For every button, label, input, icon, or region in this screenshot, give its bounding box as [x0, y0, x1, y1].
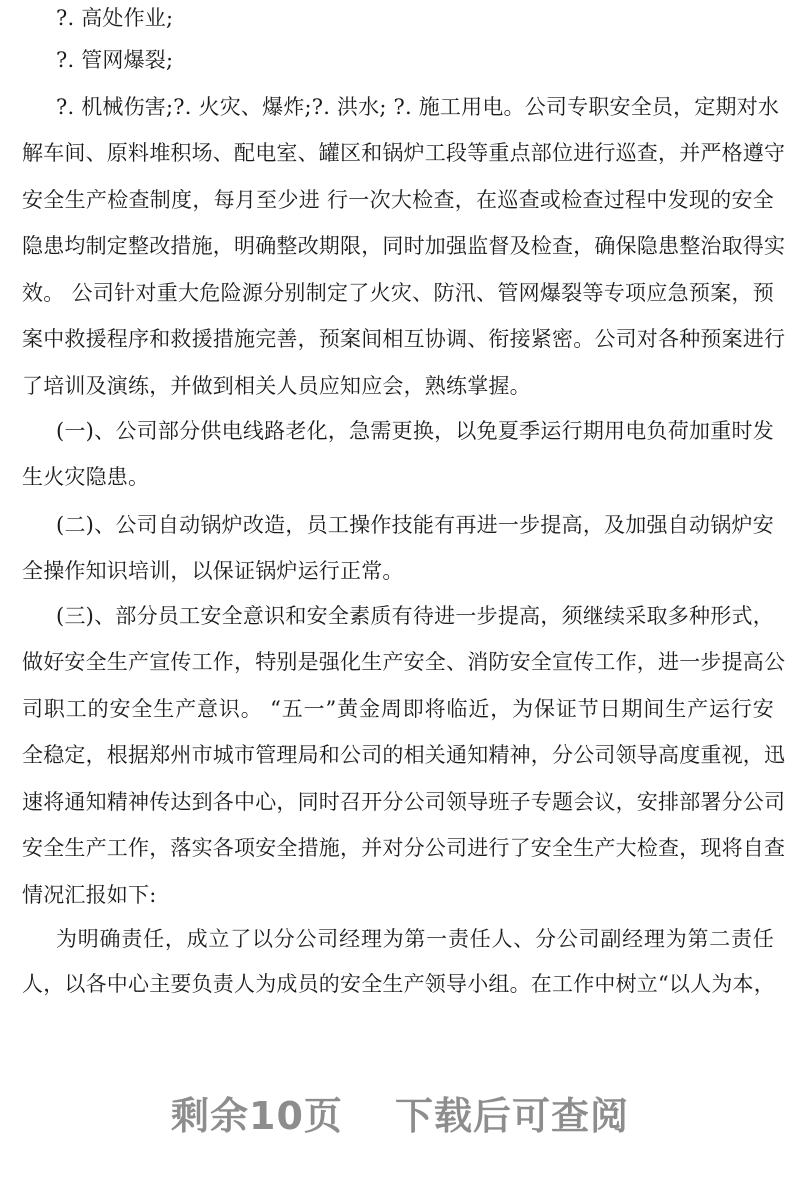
text-line: 为明确责任，成立了以分公司经理为第一责任人、分公司副经理为第二责任 [56, 927, 774, 951]
text-line: 司职工的安全生产意识。 “五一”黄金周即将临近，为保证节日期间生产运行安 [22, 697, 774, 721]
text-line: 全稳定，根据郑州市城市管理局和公司的相关通知精神，分公司领导高度重视，迅 [22, 743, 786, 767]
text-line: 全操作知识培训，以保证锅炉运行正常。 [22, 559, 404, 583]
remaining-pages-label: 剩余10页 [171, 1094, 343, 1138]
text-line: 了培训及演练，并做到相关人员应知应会，熟练掌握。 [22, 374, 531, 398]
text-line: (二)、公司自动锅炉改造，员工操作技能有再进一步提高，及加强自动锅炉安 [56, 513, 774, 537]
download-to-view-label: 下载后可查阅 [394, 1094, 629, 1138]
text-line: 案中救援程序和救援措施完善，预案间相互协调、衔接紧密。公司对各种预案进行 [22, 327, 786, 351]
text-line: 速将通知精神传达到各中心，同时召开分公司领导班子专题会议，安排部署分公司 [22, 790, 786, 814]
text-line: (三)、部分员工安全意识和安全素质有待进一步提高，须继续采取多种形式， [56, 604, 774, 628]
text-line: 解车间、原料堆积场、配电室、罐区和锅炉工段等重点部位进行巡查，并严格遵守 [22, 141, 786, 165]
text-line: 情况汇报如下: [22, 883, 157, 907]
text-line: ?. 机械伤害;?. 火灾、爆炸;?. 洪水; ?. 施工用电。公司专职安全员，定期对水 [56, 95, 780, 119]
text-line: ?. 管网爆裂; [56, 48, 174, 72]
text-line: 人，以各中心主要负责人为成员的安全生产领导小组。在工作中树立“以人为本， [22, 972, 775, 996]
download-prompt-banner[interactable] [0, 1085, 800, 1140]
text-line: (一)、公司部分供电线路老化，急需更换，以免夏季运行期用电负荷加重时发 [56, 419, 774, 443]
text-line: 安全生产检查制度，每月至少进 行一次大检查，在巡查或检查过程中发现的安全 [22, 188, 774, 212]
text-line: 生火灾隐患。 [22, 465, 150, 489]
text-line: ?. 高处作业; [56, 6, 174, 30]
text-line: 安全生产工作，落实各项安全措施，并对分公司进行了安全生产大检查，现将自查 [22, 836, 786, 860]
text-line: 隐患均制定整改措施，明确整改期限，同时加强监督及检查，确保隐患整治取得实 [22, 234, 786, 258]
text-line: 效。 公司针对重大危险源分别制定了火灾、防汛、管网爆裂等专项应急预案，预 [22, 281, 774, 305]
text-line: 做好安全生产宣传工作，特别是强化生产安全、消防安全宣传工作，进一步提高公 [22, 650, 786, 674]
